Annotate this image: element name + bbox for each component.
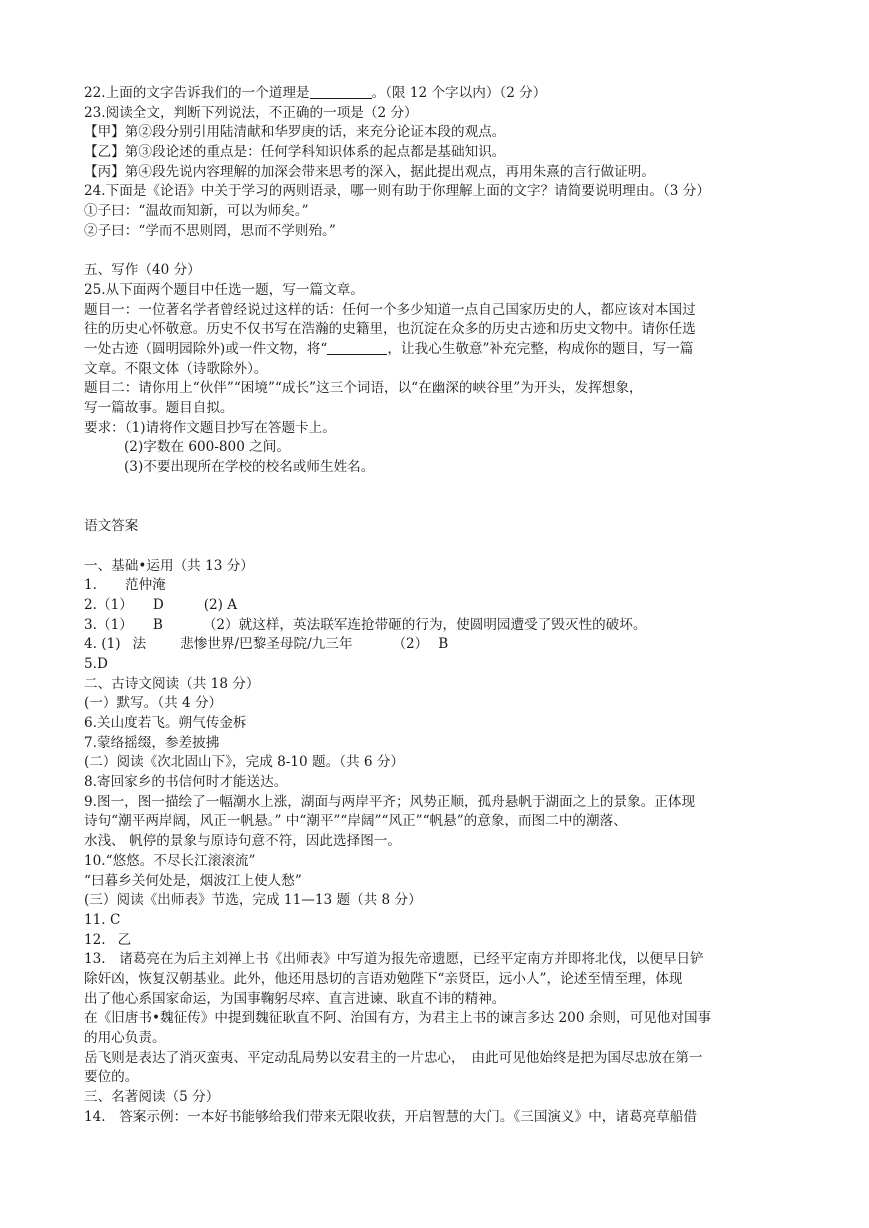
answer-12 bbox=[84, 931, 784, 951]
q23-option-a: 【甲】第②段分别引用陆清献和华罗庚的话，来充分论证本段的观点。 bbox=[84, 124, 506, 141]
writing-heading: 五、写作（40 分） bbox=[84, 262, 201, 279]
answer-5: 5.D bbox=[84, 655, 108, 672]
answer-9-line-1: 9.图一，图一描绘了一幅潮水上涨，湖面与两岸平齐；风势正顺，孤舟悬帆于湖面之上的景象。正体现 bbox=[84, 793, 696, 810]
q23-stem: 23.阅读全文，判断下列说法，不正确的一项是（2 分） bbox=[84, 104, 418, 121]
topic2-line-2: 写一篇故事。题目自拟。 bbox=[84, 400, 234, 416]
answer-value: 法 bbox=[132, 636, 147, 653]
section1-heading: 一、基础•运用（共 13 分） bbox=[84, 557, 254, 574]
answer-number: 3.（1） bbox=[84, 616, 133, 633]
answer-value: B bbox=[152, 616, 163, 633]
answer-13-line-4: 在《旧唐书•魏征传》中提到魏征耿直不阿、治国有方，为君主上书的谏言多达 200 余则，可见他对国事 bbox=[84, 1010, 712, 1027]
answer-number: 12. bbox=[84, 931, 106, 948]
answer-14-line-1: 14. 答案示例：一本好书能够给我们带来无限收获，开启智慧的大门。《三国演义》中，诸葛亮草船借 bbox=[84, 1108, 697, 1125]
answer-13-line-7: 要位的。 bbox=[84, 1069, 139, 1086]
topic1-line-3a: 一处古迹（圆明园除外)或一件文物，将“ bbox=[84, 340, 328, 357]
answer-value: 乙 bbox=[117, 931, 132, 948]
answer-13-line-2: 除奸凶，恢复汉朝基业。此外，他还用恳切的言语劝勉陛下“亲贤臣，远小人”，论述至情至理，体现 bbox=[84, 970, 683, 987]
q23-option-b: 【乙】第③段论述的重点是：任何学科知识体系的起点都是基础知识。 bbox=[84, 144, 506, 161]
requirement-2: (2)字数在 600-800 之间。 bbox=[124, 439, 290, 456]
requirement-3: (3)不要出现所在学校的校名或师生姓名。 bbox=[124, 459, 375, 476]
answer-value: 悲惨世界/巴黎圣母院/九三年 bbox=[180, 636, 353, 653]
answer-1 bbox=[84, 576, 784, 596]
section2-heading: 二、古诗文阅读（共 18 分） bbox=[84, 675, 260, 692]
topic-blank bbox=[327, 340, 387, 355]
answer-11: 11. C bbox=[84, 911, 121, 928]
answer-value: B bbox=[438, 636, 449, 653]
topic1-line-4: 文章。不限文体（诗歌除外）。 bbox=[84, 360, 268, 377]
topic1-line-3b: ，让我心生敬意”补充完整，构成你的题目，写一篇 bbox=[387, 340, 694, 357]
section3-heading: 三、名著阅读（5 分） bbox=[84, 1089, 220, 1106]
answer-value: （2）就这样，英法联军连抢带砸的行为，使圆明园遭受了毁灭性的破坏。 bbox=[202, 616, 647, 633]
section2b-heading: (二）阅读《次北固山下》，完成 8-10 题。（共 6 分） bbox=[84, 754, 405, 771]
answer-number: 1. bbox=[84, 577, 97, 594]
requirement-1: 要求：（1)请将作文题目抄写在答题卡上。 bbox=[84, 419, 336, 436]
topic1-line-3 bbox=[84, 340, 784, 360]
answer-13-line-6: 岳飞则是表达了消灭蛮夷、平定动乱局势以安君主的一片忠心， 由此可见他始终是把为国尽忠放在第一 bbox=[84, 1049, 703, 1066]
answer-13-line-1: 13. 诸葛亮在为后主刘禅上书《出师表》中写道为报先帝遗愿，已经平定南方并即将北伐，以便早日铲 bbox=[84, 951, 704, 968]
answer-value: D bbox=[152, 596, 164, 613]
document-page bbox=[84, 84, 784, 1127]
q24-stem: 24.下面是《论语》中关于学习的两则语录，哪一则有助于你理解上面的文字？请简要说明理由。（3 分） bbox=[84, 183, 710, 200]
q22-suffix: 。（限 12 个字以内）（2 分） bbox=[371, 85, 547, 101]
q22-prefix: 22.上面的文字告诉我们的一个道理是 bbox=[84, 85, 310, 101]
q24-quote-1: ①子曰：“温故而知新，可以为师矣。” bbox=[84, 203, 309, 220]
answer-7: 7.蒙络摇缀，参差披拂 bbox=[84, 734, 220, 751]
answer-value: 范仲淹 bbox=[124, 577, 166, 594]
answer-2 bbox=[84, 596, 784, 616]
topic1-line-1: 题目一：一位著名学者曾经说过这样的话：任何一个多少知道一点自己国家历史的人，都应该对本国过 bbox=[84, 301, 696, 318]
answer-3 bbox=[84, 616, 784, 636]
answer-4 bbox=[84, 635, 784, 655]
q22-line bbox=[84, 84, 784, 104]
answer-blank bbox=[310, 84, 372, 99]
topic1-line-2: 往的历史心怀敬意。历史不仅书写在浩瀚的史籍里，也沉淀在众多的历史古迹和历史文物中。请你任选 bbox=[84, 321, 696, 338]
answer-10-line-2: “曰暮乡关何处是，烟波江上使人愁” bbox=[84, 872, 302, 889]
answer-number: 2.（1） bbox=[84, 596, 133, 613]
topic2-line-1: 题目二：请你用上“伙伴”“困境”“成长”这三个词语，以“在幽深的峡谷里”为开头，发挥想象， bbox=[84, 380, 643, 397]
answer-10-line-1: 10.“悠悠。不尽长江滚滚流” bbox=[84, 852, 256, 869]
section2a-heading: (一）默写。（共 4 分） bbox=[84, 695, 223, 712]
answer-6: 6.关山度若飞。朔气传金柝 bbox=[84, 715, 247, 731]
answer-13-line-5: 的用心负责。 bbox=[84, 1030, 166, 1046]
q25-stem: 25.从下面两个题目中任选一题，写一篇文章。 bbox=[84, 281, 364, 298]
answer-8: 8.寄回家乡的书信何时才能送达。 bbox=[84, 774, 288, 791]
answer-number: 4. (1) bbox=[84, 636, 121, 653]
answer-value: (2) A bbox=[203, 596, 238, 613]
q23-option-c: 【丙】第④段先说内容理解的加深会带来思考的深入，据此提出观点，再用朱熹的言行做证明。 bbox=[84, 163, 655, 180]
answers-title: 语文答案 bbox=[84, 518, 139, 535]
section2c-heading: (三）阅读《出师表》节选，完成 11—13 题（共 8 分） bbox=[84, 892, 422, 909]
q24-quote-2: ②子曰：“学而不思则罔，思而不学则殆。” bbox=[84, 222, 336, 239]
answer-9-line-3: 水浅、 帆停的景象与原诗句意不符，因此选择图一。 bbox=[84, 833, 401, 850]
answer-13-line-3: 出了他心系国家命运，为国事鞠躬尽瘁、直言进谏、耿直不讳的精神。 bbox=[84, 990, 506, 1007]
answer-value: （2） bbox=[392, 636, 429, 653]
answer-9-line-2: 诗句“潮平两岸阔，风正一帆悬。” 中“潮平”“岸阔”“风正”“帆悬”的意象，而图二中的潮落、 bbox=[84, 813, 627, 830]
